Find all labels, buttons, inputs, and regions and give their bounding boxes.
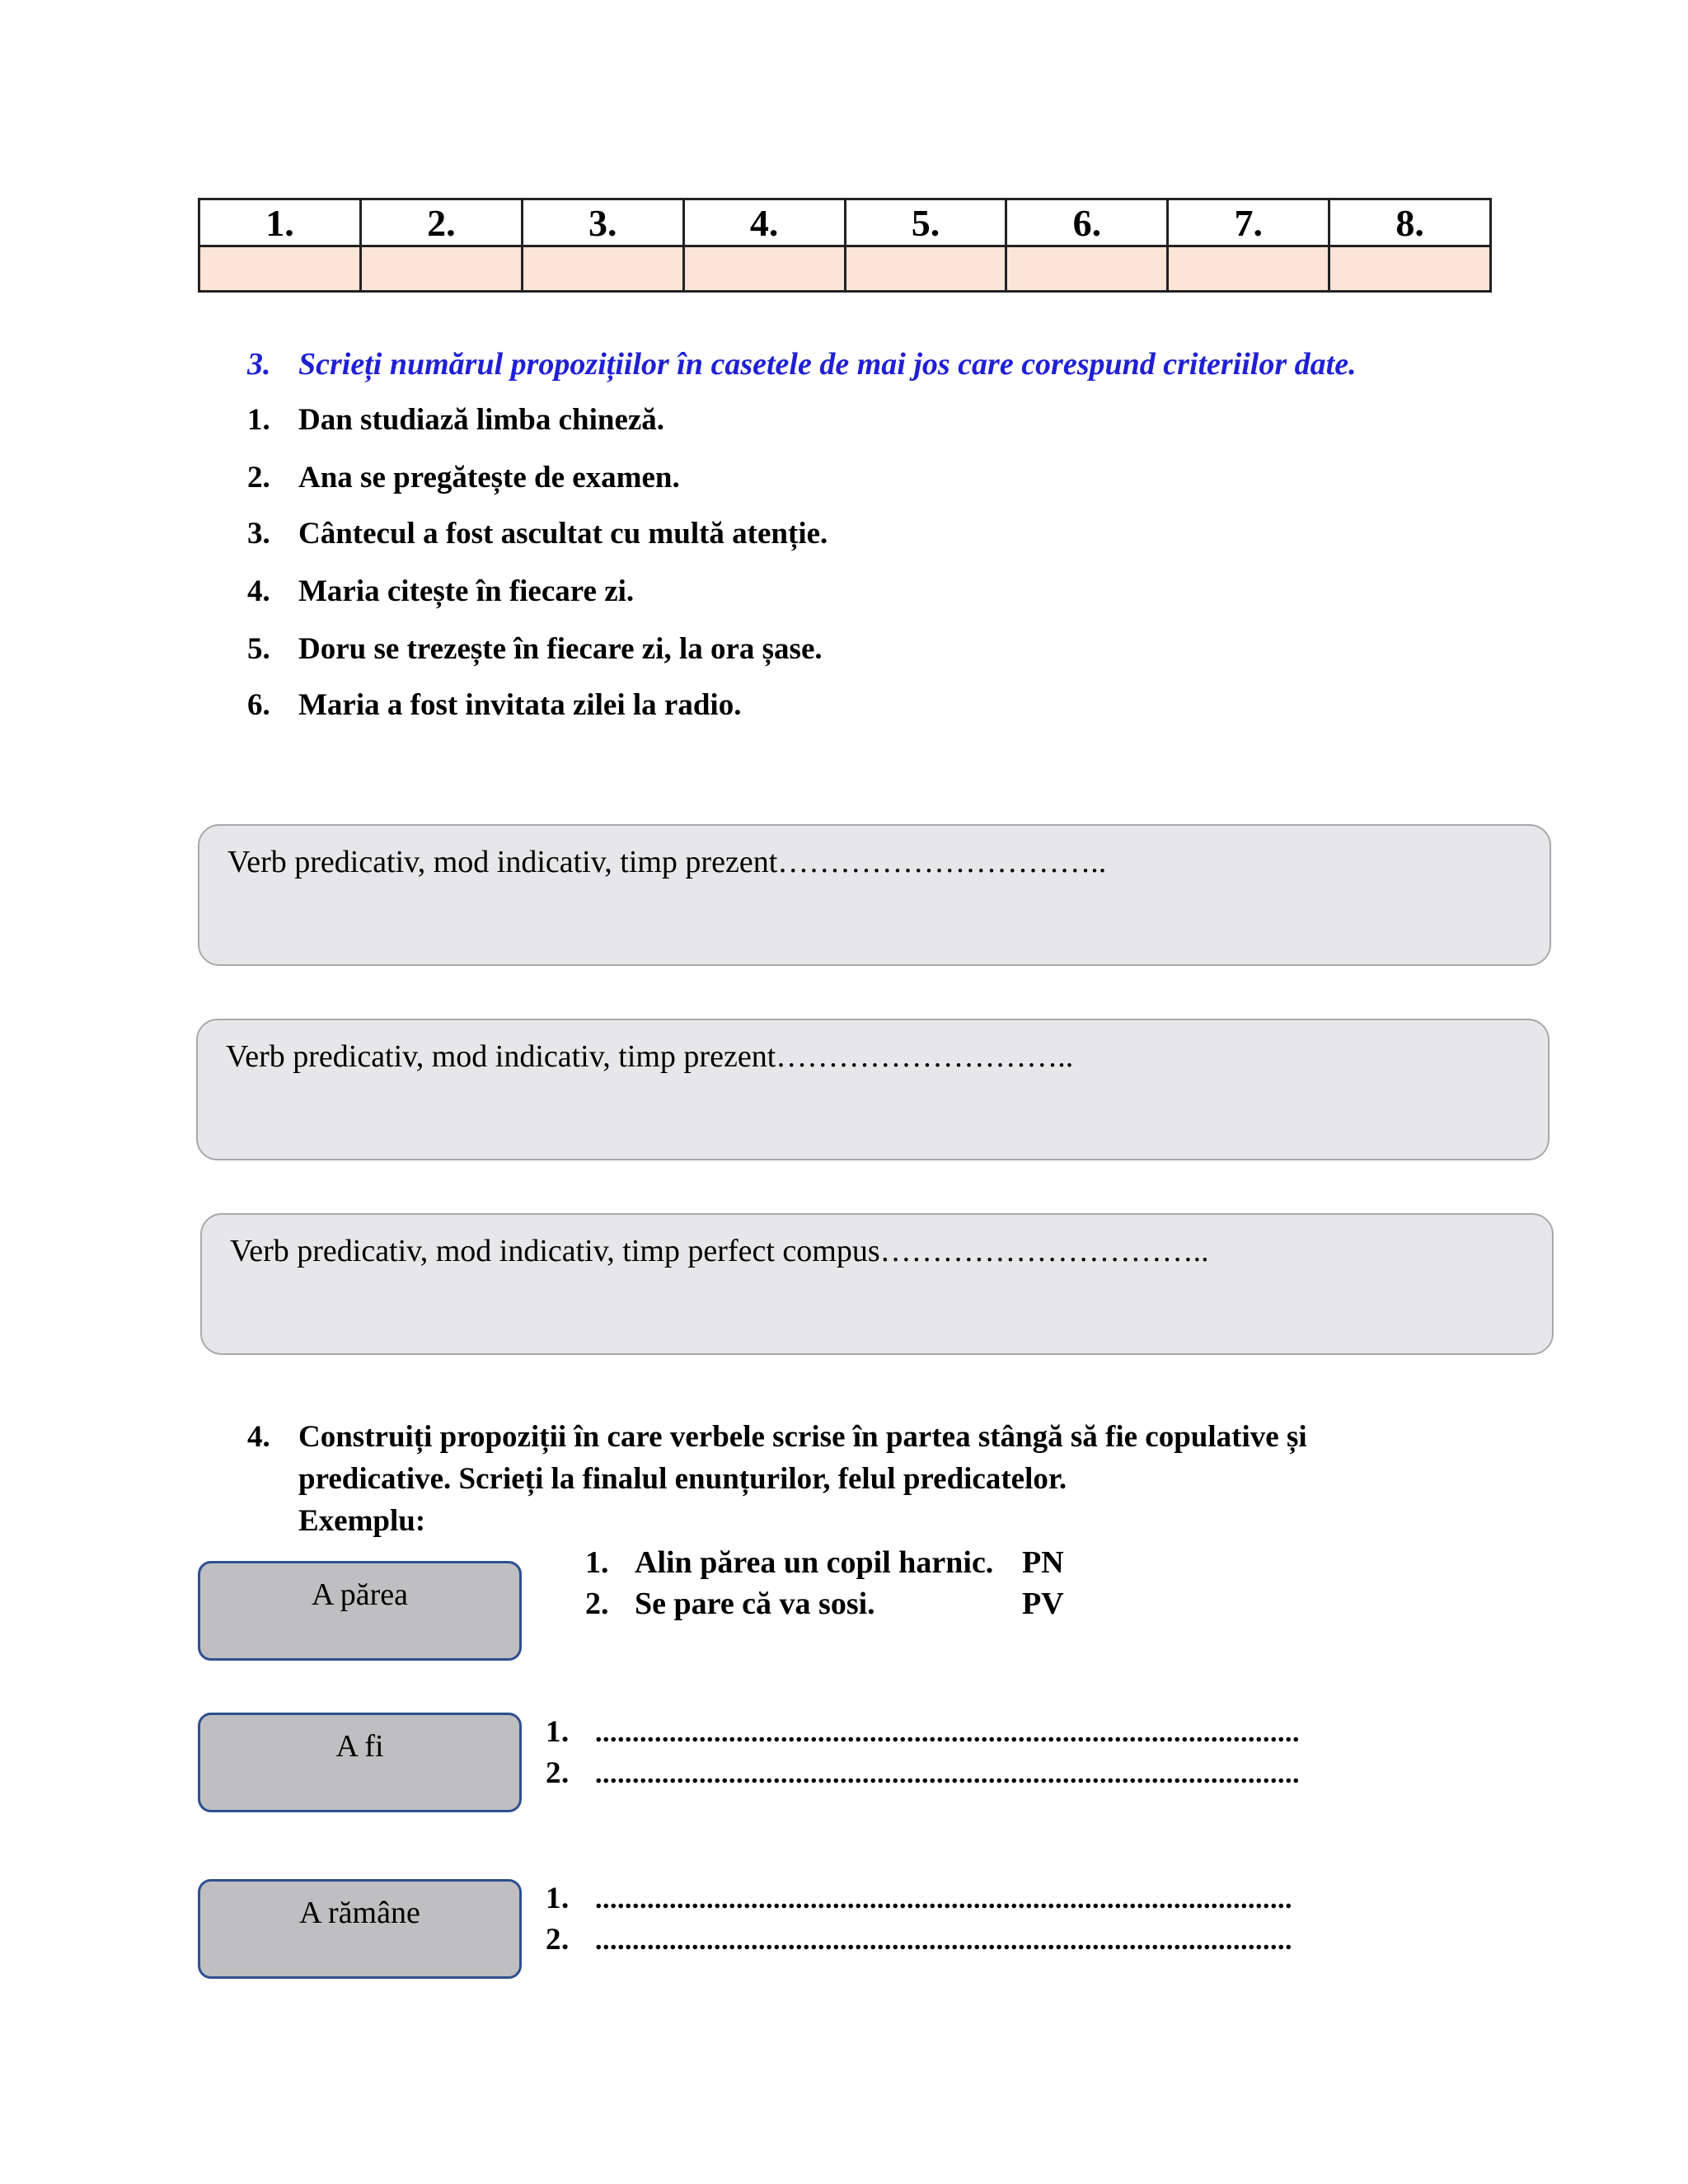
sentence-text: Maria a fost invitata zilei la radio. <box>298 688 742 722</box>
criteria-text: Verb predicativ, mod indicativ, timp prezent……………………….. <box>226 1039 1074 1074</box>
sentence-text: Cântecul a fost ascultat cu multă atenție. <box>298 517 828 551</box>
answer-cell[interactable] <box>845 246 1006 292</box>
list-item <box>247 687 741 723</box>
line-number: 2. <box>546 1923 570 1957</box>
answer-dots: ............................................................................................... <box>595 1759 1300 1789</box>
answer-cell[interactable] <box>1006 246 1168 292</box>
example-label: Exemplu: <box>298 1504 426 1538</box>
example-sentence-text: Se pare că va sosi. <box>635 1586 875 1621</box>
list-item <box>247 631 823 667</box>
list-item <box>247 402 664 438</box>
sentence-number: 4. <box>247 574 270 608</box>
answer-cell[interactable] <box>522 246 683 292</box>
verb-box-a-ramane <box>198 1879 522 1979</box>
sentence-text: Dan studiază limba chineză. <box>298 403 665 437</box>
answer-cell[interactable] <box>683 246 845 292</box>
answer-cell[interactable] <box>1168 246 1329 292</box>
answer-dots: .............................................................................................. <box>595 1884 1292 1915</box>
criteria-text: Verb predicativ, mod indicativ, timp prezent………………………….. <box>227 845 1107 879</box>
sentence-number: 5. <box>247 632 270 666</box>
grid-header-cell: 5. <box>845 199 1006 246</box>
answer-cell[interactable] <box>1329 246 1491 292</box>
line-number: 1. <box>546 1715 570 1749</box>
exercise3-number: 3. <box>247 347 271 382</box>
grid-header-cell: 6. <box>1006 199 1168 246</box>
exercise3-instruction-text: Scrieți numărul propozițiilor în casetele de mai jos care corespund criteriilor date. <box>298 347 1357 382</box>
exercise3-instruction <box>247 346 1357 382</box>
sentence-text: Maria citește în fiecare zi. <box>298 574 635 608</box>
line-number: 1. <box>585 1545 609 1580</box>
list-item <box>247 516 828 551</box>
answer-grid <box>198 198 1492 293</box>
answer-cell[interactable] <box>199 246 361 292</box>
grid-header-cell: 4. <box>683 199 845 246</box>
predicate-type: PN <box>1022 1545 1064 1580</box>
verb-label: A fi <box>335 1729 384 1764</box>
line-number: 2. <box>546 1756 570 1790</box>
exercise4-number: 4. <box>247 1420 270 1454</box>
answer-cell[interactable] <box>360 246 522 292</box>
example-sentence-text: Alin părea un copil harnic. <box>635 1545 994 1580</box>
answer-line[interactable] <box>546 1755 1300 1791</box>
grid-header-row <box>199 199 1491 246</box>
exercise4-instruction <box>247 1416 1451 1542</box>
sentence-number: 3. <box>247 517 270 551</box>
line-number: 1. <box>546 1882 570 1915</box>
grid-header-cell: 7. <box>1168 199 1329 246</box>
sentence-number: 2. <box>247 461 270 494</box>
answer-line[interactable] <box>546 1881 1292 1916</box>
answer-line[interactable] <box>546 1922 1292 1957</box>
line-number: 2. <box>585 1586 609 1621</box>
answer-line[interactable] <box>546 1714 1300 1750</box>
exercise4-instruction-text: Construiți propoziții în care verbele scrise în partea stângă să fie copulative și predicative. Scrieți la finalul enunțurilor, felul predicatelor. <box>298 1420 1307 1496</box>
criteria-text: Verb predicativ, mod indicativ, timp perfect compus………………………….. <box>230 1234 1209 1268</box>
sentence-number: 1. <box>247 403 270 437</box>
answer-dots: .............................................................................................. <box>595 1925 1292 1956</box>
verb-box-a-fi <box>198 1713 522 1812</box>
predicate-type: PV <box>1022 1586 1064 1621</box>
example-sentence <box>585 1586 1064 1622</box>
grid-header-cell: 8. <box>1329 199 1491 246</box>
grid-header-cell: 2. <box>360 199 522 246</box>
verb-label: A rămâne <box>299 1896 420 1930</box>
criteria-box[interactable] <box>198 824 1551 966</box>
list-item <box>247 574 634 609</box>
criteria-box[interactable] <box>196 1019 1550 1160</box>
verb-box-a-parea <box>198 1561 522 1661</box>
criteria-box[interactable] <box>200 1213 1554 1355</box>
grid-header-cell: 1. <box>199 199 361 246</box>
sentence-number: 6. <box>247 688 270 722</box>
sentence-text: Ana se pregătește de examen. <box>298 461 680 494</box>
answer-dots: ............................................................................................... <box>595 1718 1300 1748</box>
list-item <box>247 460 680 495</box>
verb-label: A părea <box>311 1577 409 1612</box>
sentence-text: Doru se trezește în fiecare zi, la ora șase. <box>298 632 823 666</box>
example-sentence <box>585 1544 1064 1581</box>
grid-header-cell: 3. <box>522 199 683 246</box>
grid-answer-row <box>199 246 1491 292</box>
